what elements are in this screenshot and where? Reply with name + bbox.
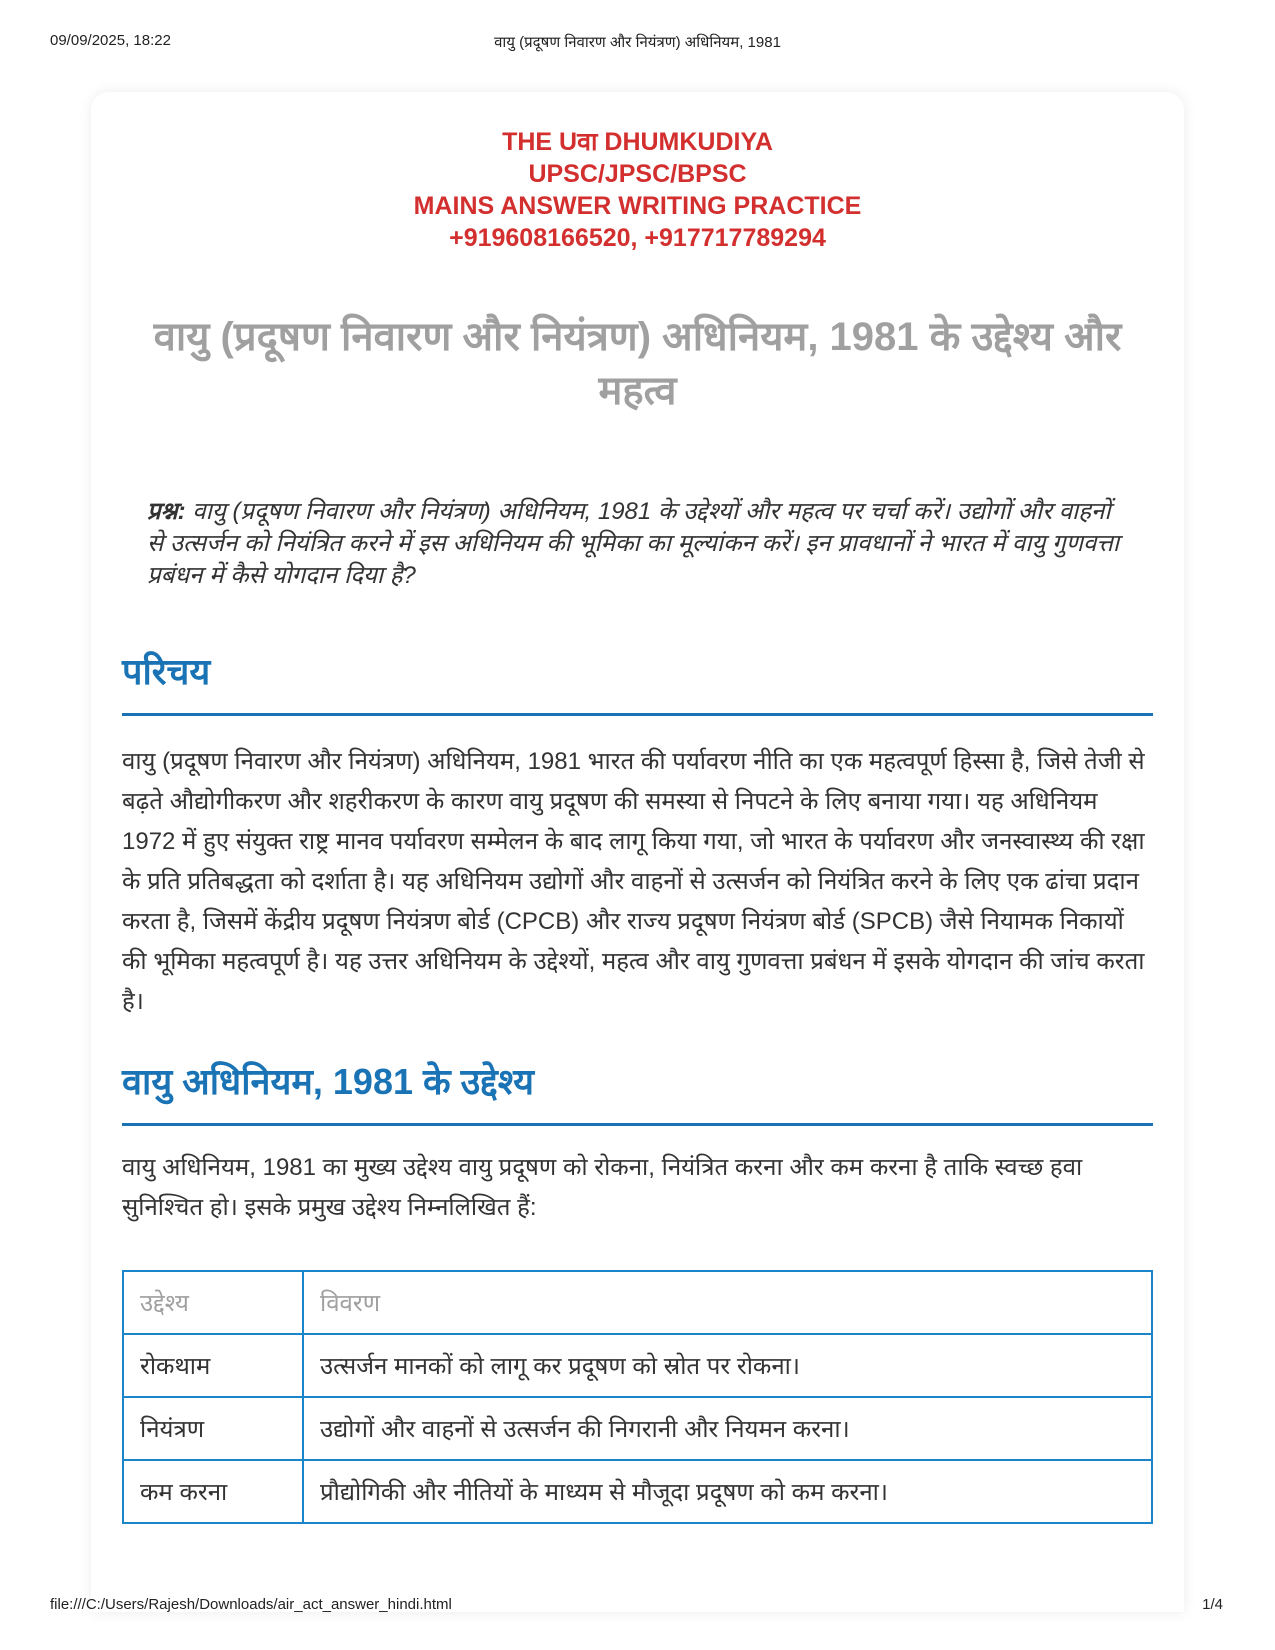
table-cell-objective: कम करना	[123, 1460, 303, 1523]
question-label: प्रश्न:	[147, 498, 186, 525]
print-datetime: 09/09/2025, 18:22	[50, 32, 171, 49]
brand-tagline: MAINS ANSWER WRITING PRACTICE	[413, 192, 862, 220]
section-heading-objectives: वायु अधिनियम, 1981 के उद्देश्य	[122, 1056, 1153, 1126]
table-cell-description: प्रौद्योगिकी और नीतियों के माध्यम से मौजूदा प्रदूषण को कम करना।	[303, 1460, 1152, 1523]
table-row	[123, 1397, 1152, 1460]
print-file-url: file:///C:/Users/Rajesh/Downloads/air_act_answer_hindi.html	[50, 1596, 452, 1613]
brand-block	[91, 126, 1184, 254]
table-header-description: विवरण	[303, 1271, 1152, 1334]
table-cell-description: उद्योगों और वाहनों से उत्सर्जन की निगरानी और नियमन करना।	[303, 1397, 1152, 1460]
brand-phone-numbers: +919608166520, +917717789294	[449, 224, 826, 252]
table-cell-objective: रोकथाम	[123, 1334, 303, 1397]
table-cell-description: उत्सर्जन मानकों को लागू कर प्रदूषण को स्रोत पर रोकना।	[303, 1334, 1152, 1397]
table-header-objective: उद्देश्य	[123, 1271, 303, 1334]
print-page-title: वायु (प्रदूषण निवारण और नियंत्रण) अधिनियम, 1981	[494, 34, 781, 51]
document-card	[91, 92, 1184, 1612]
table-header-row	[123, 1271, 1152, 1334]
table-row	[123, 1460, 1152, 1523]
brand-name: THE Uवा DHUMKUDIYA	[502, 128, 773, 156]
objectives-paragraph: वायु अधिनियम, 1981 का मुख्य उद्देश्य वायु प्रदूषण को रोकना, नियंत्रित करना और कम करना है ताकि स्वच्छ हवा सुनिश्चित हो। इसके प्रमुख उद्देश्य निम्नलिखित हैं:	[122, 1154, 1083, 1221]
introduction-paragraph: वायु (प्रदूषण निवारण और नियंत्रण) अधिनियम, 1981 भारत की पर्यावरण नीति का एक महत्वपूर्ण हिस्सा है, जिसे तेजी से बढ़ते औद्योगीकरण और शहरीकरण के कारण वायु प्रदूषण की समस्या से निपटने के लिए बनाया गया। यह अधिनियम 1972 में हुए संयुक्त राष्ट्र मानव पर्यावरण सम्मेलन के बाद लागू किया गया, जो भारत के पर्यावरण और जनस्वास्थ्य की रक्षा के प्रति प्रतिबद्धता को दर्शाता है। यह अधिनियम उद्योगों और वाहनों से उत्सर्जन को नियंत्रित करने के लिए एक ढांचा प्रदान करता है, जिसमें केंद्रीय प्रदूषण नियंत्रण बोर्ड (CPCB) और राज्य प्रदूषण नियंत्रण बोर्ड (SPCB) जैसे नियामक निकायों की भूमिका महत्वपूर्ण है। यह उत्तर अधिनियम के उद्देश्यों, महत्व और वायु गुणवत्ता प्रबंधन में इसके योगदान की जांच करता है।	[122, 748, 1145, 1015]
main-title: वायु (प्रदूषण निवारण और नियंत्रण) अधिनियम, 1981 के उद्देश्य और महत्व	[153, 315, 1122, 413]
brand-exams: UPSC/JPSC/BPSC	[528, 160, 747, 188]
print-page-number: 1/4	[1202, 1596, 1223, 1613]
objectives-table	[122, 1270, 1153, 1524]
table-row	[123, 1334, 1152, 1397]
question-text: वायु (प्रदूषण निवारण और नियंत्रण) अधिनियम, 1981 के उद्देश्यों और महत्व पर चर्चा करें। उद्योगों और वाहनों से उत्सर्जन को नियंत्रित करने में इस अधिनियम की भूमिका का मूल्यांकन करें। इन प्रावधानों ने भारत में वायु गुणवत्ता प्रबंधन में कैसे योगदान दिया है?	[147, 498, 1120, 589]
section-heading-introduction: परिचय	[122, 646, 1153, 716]
question	[147, 496, 1124, 592]
table-cell-objective: नियंत्रण	[123, 1397, 303, 1460]
